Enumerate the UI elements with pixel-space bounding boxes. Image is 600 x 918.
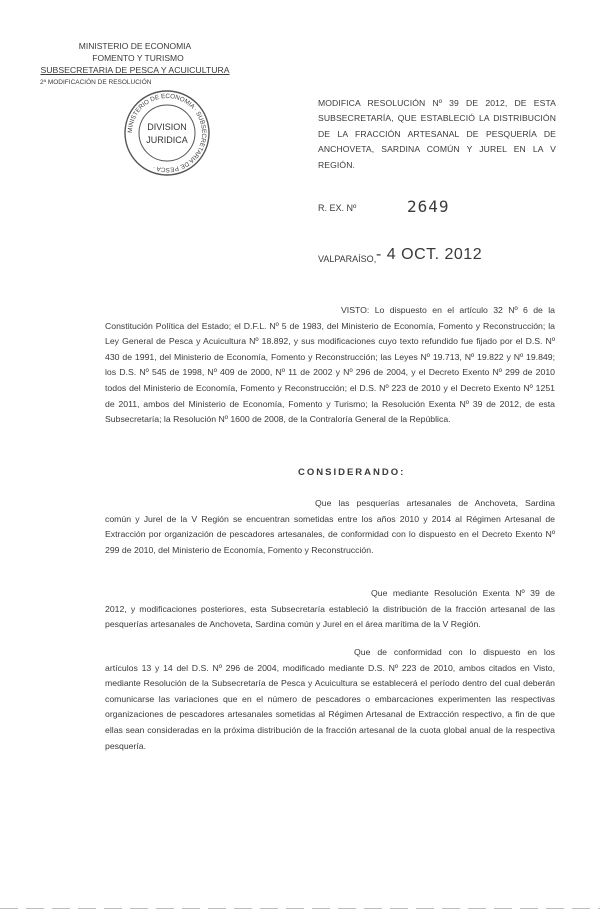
resolution-number: 2649 [407, 197, 450, 216]
ministry-subtitle: FOMENTO Y TURISMO [92, 53, 184, 63]
stamp-ring-text: MINISTERIO DE ECONOMIA · SUBSECRETARIA DE PESCA · [126, 92, 208, 174]
consideration-text: Que de conformidad con lo dispuesto en los artículos 13 y 14 del D.S. Nº 296 de 2004, modificado mediante D.S. Nº 223 de 2010, ambos citados en Visto, mediante Resolución de la Subsecretaría de Pesca y Acuicultura se establecerá el período dentro del cual deberán comunicarse las variaciones que en el número de pescadores o embarcaciones experimenten las respectivas organizaciones de pescadores artesanales sometidas al Régimen Artesanal de Extracción respectivo, a fin de que ellas sean consideradas en la próxima distribución de la fracción artesanal de la cuota global anual de la respectiva pesquería. [105, 647, 555, 751]
visto-text: Lo dispuesto en el artículo 32 Nº 6 de la Constitución Política del Estado; el D.F.L. Nº 5 de 1983, del Ministerio de Economía, Fomento y Reconstrucción; la Ley General de Pesca y Acuicultura Nº 18.892, y sus modificaciones cuyo texto refundido fue fijado por el D.S. Nº 430 de 1991, del Ministerio de Economía, Fomento y Reconstrucción; las Leyes Nº 19.713, Nº 19.822 y Nº 19.849; los D.S. Nº 545 de 1998, Nº 409 de 2000, Nº 11 de 2002 y Nº 296 de 2004, y el Decreto Exento Nº 299 de 2010 todos del Ministerio de Economía, Fomento y Reconstrucción; el D.S. Nº 223 de 2010 y el Decreto Exento Nº 1251 de 2011, ambos del Ministerio de Economía, Fomento y Turismo; la Resolución Exenta Nº 39 de 2012, de esta Subsecretaría; la Resolución Nº 1600 de 2008, de la Contraloría General de la República. [105, 305, 555, 425]
consideration-3 [105, 645, 555, 754]
stamp-division-text: DIVISION [147, 122, 187, 132]
consideration-text: Que las pesquerías artesanales de Anchoveta, Sardina común y Jurel de la V Región se encuentran sometidas entre los años 2010 y 2014 al Régimen Artesanal de Extracción por organización de pescadores artesanales, de conformidad con lo dispuesto en el Decreto Exento Nº 299 de 2010, del Ministerio de Economía, Fomento y Reconstrucción. [105, 498, 555, 555]
visto-paragraph [105, 303, 555, 428]
subsecretariat-name: SUBSECRETARIA DE PESCA Y ACUICULTURA [40, 65, 230, 75]
resolution-date: - 4 OCT. 2012 [376, 246, 483, 263]
division-juridica-stamp [122, 88, 212, 178]
letterhead [40, 40, 230, 89]
ministry-name: MINISTERIO DE ECONOMIA [78, 41, 192, 51]
page-footer-rule [0, 908, 600, 909]
visto-label: VISTO: [341, 305, 370, 315]
resolution-subject: MODIFICA RESOLUCIÓN Nº 39 DE 2012, DE ESTA SUBSECRETARÍA, QUE ESTABLECIÓ LA DISTRIBUCIÓN DE LA FRACCIÓN ARTESANAL DE PESQUERÍA DE ANCHOVETA, SARDINA COMÚN Y JUREL EN LA V REGIÓN. [318, 98, 556, 170]
considerando-heading: CONSIDERANDO: [298, 467, 406, 478]
consideration-text: Que mediante Resolución Exenta Nº 39 de 2012, y modificaciones posteriores, esta Subsecretaría estableció la distribución de la fracción artesanal de las pesquerías artesanales de Anchoveta, Sardina común y Jurel en el área marítima de la V Región. [105, 588, 555, 630]
consideration-2 [105, 586, 555, 633]
stamp-juridica-text: JURIDICA [146, 135, 188, 145]
city-label: VALPARAÍSO, [318, 254, 377, 264]
consideration-1 [105, 496, 555, 558]
header-note: 2ª MODIFICACIÓN DE RESOLUCIÓN [40, 79, 152, 86]
resolution-number-label: R. EX. Nº [318, 203, 357, 213]
